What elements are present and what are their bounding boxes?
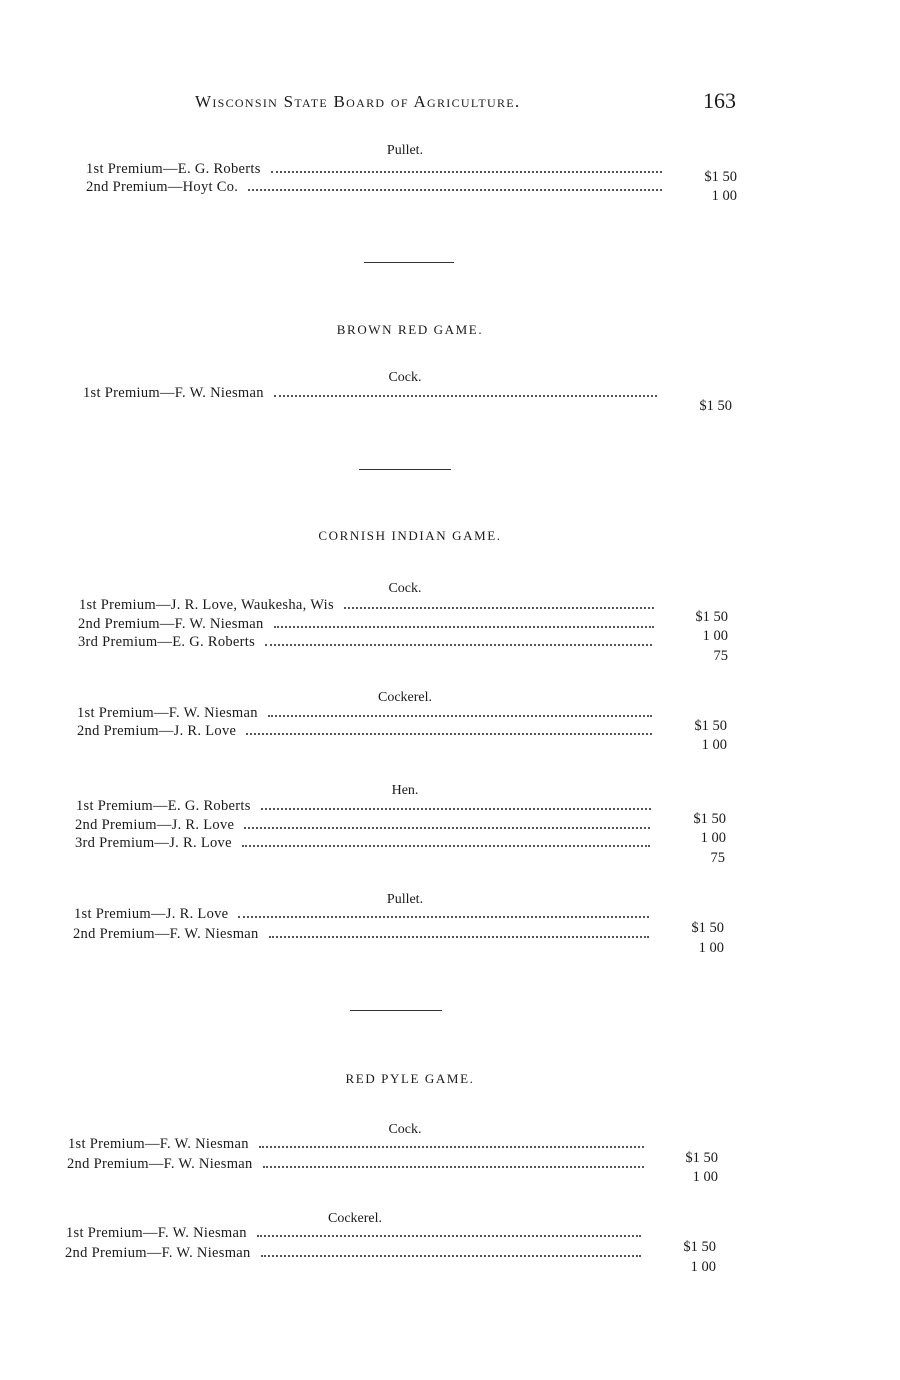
premium-amount: 1 00 — [692, 1169, 718, 1185]
premium-label: 2nd Premium—Hoyt Co. — [86, 179, 239, 195]
group-heading-cock: Cock. — [388, 370, 422, 385]
running-head — [0, 88, 900, 118]
premium-amount: 1 00 — [700, 830, 726, 846]
premium-label: 2nd Premium—J. R. Love — [77, 723, 237, 739]
dot-leader — [271, 171, 662, 173]
premium-entry — [77, 722, 652, 740]
premium-entry — [86, 178, 662, 196]
premium-amount: $1 50 — [691, 920, 724, 936]
premium-entry — [76, 797, 651, 815]
premium-label: 2nd Premium—F. W. Niesman — [67, 1156, 253, 1172]
dot-leader — [246, 733, 652, 735]
premium-amount: 75 — [710, 850, 725, 866]
premium-label: 1st Premium—E. G. Roberts — [76, 798, 251, 814]
premium-amount: 1 00 — [690, 1259, 716, 1275]
dot-leader — [257, 1235, 641, 1237]
premium-label: 1st Premium—F. W. Niesman — [66, 1225, 247, 1241]
premium-label: 1st Premium—J. R. Love, Waukesha, Wis — [79, 597, 334, 613]
dot-leader — [259, 1146, 644, 1148]
premium-entry — [68, 1135, 644, 1153]
premium-amount: 1 00 — [701, 737, 727, 753]
dot-leader — [238, 916, 649, 918]
dot-leader — [274, 626, 654, 628]
premium-amount: $1 50 — [683, 1239, 716, 1255]
premium-amount: $1 50 — [693, 811, 726, 827]
dot-leader — [274, 395, 657, 397]
dot-leader — [261, 808, 651, 810]
premium-label: 2nd Premium—F. W. Niesman — [65, 1245, 251, 1261]
premium-amount: 75 — [713, 648, 728, 664]
premium-amount: $1 50 — [704, 169, 737, 185]
premium-label: 3rd Premium—E. G. Roberts — [78, 634, 256, 650]
premium-entry — [66, 1224, 641, 1242]
premium-entry — [78, 633, 652, 651]
premium-entry — [75, 816, 650, 834]
group-heading-cockerel: Cockerel. — [377, 690, 433, 705]
premium-entry — [77, 704, 652, 722]
section-rule — [350, 1010, 442, 1011]
premium-label: 1st Premium—E. G. Roberts — [86, 161, 261, 177]
premium-label: 2nd Premium—J. R. Love — [75, 817, 235, 833]
premium-amount: $1 50 — [695, 609, 728, 625]
running-title: Wisconsin State Board of Agriculture. — [195, 92, 521, 111]
section-rule — [364, 262, 454, 263]
premium-entry — [75, 834, 650, 852]
premium-entry — [86, 160, 662, 178]
premium-entry — [73, 925, 649, 943]
premium-amount: 1 00 — [702, 628, 728, 644]
dot-leader — [263, 1166, 644, 1168]
premium-amount: 1 00 — [698, 940, 724, 956]
dot-leader — [344, 607, 654, 609]
section-rule — [359, 469, 451, 470]
premium-label: 1st Premium—F. W. Niesman — [68, 1136, 249, 1152]
premium-amount: 1 00 — [711, 188, 737, 204]
group-heading-cock: Cock. — [388, 1122, 422, 1137]
premium-entry — [67, 1155, 644, 1173]
group-heading-hen: Hen. — [391, 783, 419, 798]
premium-amount: $1 50 — [685, 1150, 718, 1166]
premium-label: 1st Premium—F. W. Niesman — [77, 705, 258, 721]
premium-entry — [65, 1244, 641, 1262]
dot-leader — [269, 936, 649, 938]
premium-label: 1st Premium—F. W. Niesman — [83, 385, 264, 401]
premium-label: 3rd Premium—J. R. Love — [75, 835, 232, 851]
section-title-red-pyle-game: RED PYLE GAME. — [345, 1071, 475, 1086]
premium-entry — [74, 905, 649, 923]
premium-amount: $1 50 — [699, 398, 732, 414]
premium-label: 1st Premium—J. R. Love — [74, 906, 229, 922]
section-title-cornish-indian-game: CORNISH INDIAN GAME. — [318, 528, 502, 543]
premium-amount: $1 50 — [694, 718, 727, 734]
premium-label: 2nd Premium—F. W. Niesman — [73, 926, 259, 942]
premium-entry — [78, 615, 654, 633]
group-heading-pullet: Pullet. — [386, 892, 424, 907]
group-heading-cockerel: Cockerel. — [327, 1211, 383, 1226]
dot-leader — [244, 827, 650, 829]
dot-leader — [261, 1255, 641, 1257]
group-heading-pullet: Pullet. — [386, 143, 424, 158]
dot-leader — [268, 715, 652, 717]
section-title-brown-red-game: BROWN RED GAME. — [336, 322, 484, 337]
premium-label: 2nd Premium—F. W. Niesman — [78, 616, 264, 632]
dot-leader — [242, 845, 650, 847]
premium-entry — [79, 596, 654, 614]
page-number: 163 — [703, 88, 736, 113]
group-heading-cock: Cock. — [388, 581, 422, 596]
dot-leader — [248, 189, 662, 191]
dot-leader — [265, 644, 652, 646]
premium-entry — [83, 384, 657, 402]
